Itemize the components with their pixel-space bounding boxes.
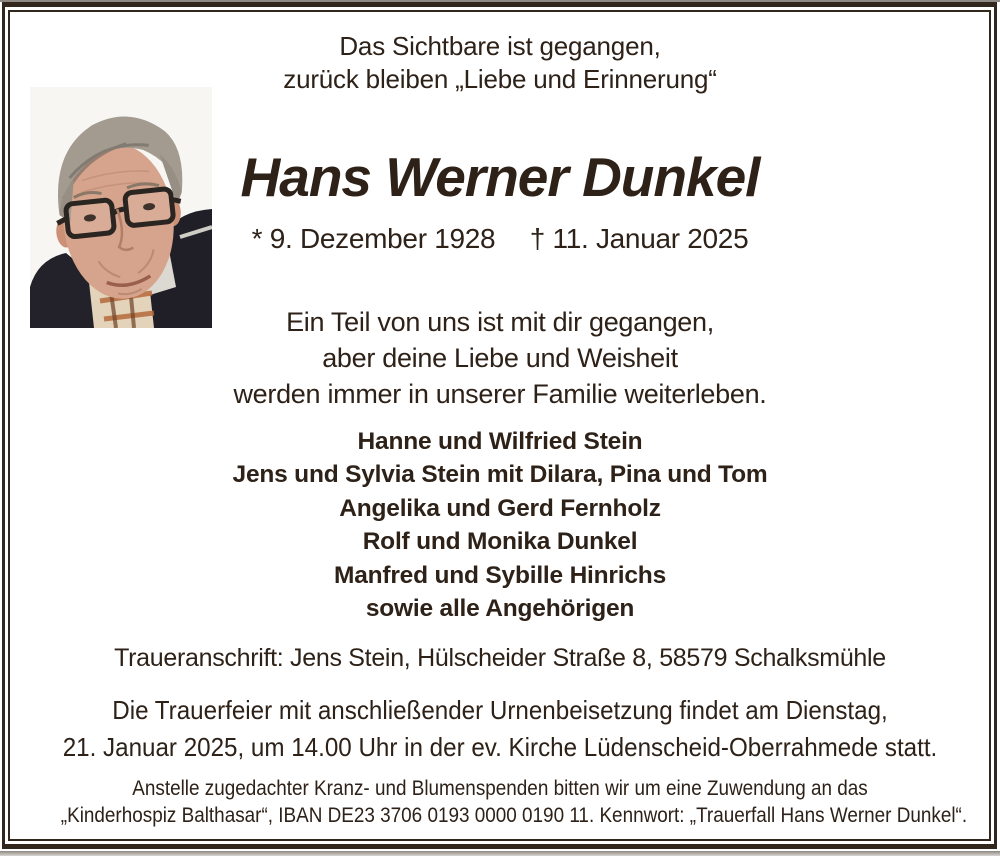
mourner-line-2: Jens und Sylvia Stein mit Dilara, Pina und Tom <box>232 461 768 489</box>
service-info <box>46 692 954 766</box>
verse-line-3: werden immer in unserer Familie weiterleben. <box>233 379 767 409</box>
service-line-2: 21. Januar 2025, um 14.00 Uhr in der ev. Kirche Lüdenscheid-Oberrahmede statt. <box>62 732 938 762</box>
epigraph-line-1: Das Sichtbare ist gegangen, <box>339 31 661 61</box>
donation-line-1: Anstelle zugedachter Kranz- und Blumenspenden bitten wir um eine Zuwendung an das <box>132 777 868 800</box>
mourners-list <box>12 425 988 625</box>
epigraph-line-2: zurück bleiben „Liebe und Erinnerung“ <box>283 64 717 94</box>
service-line-1: Die Trauerfeier mit anschließender Urnenbeisetzung findet am Dienstag, <box>112 695 888 725</box>
verse-line-2: aber deine Liebe und Weisheit <box>322 343 678 373</box>
mourner-line-1: Hanne und Wilfried Stein <box>357 428 643 455</box>
epigraph <box>12 30 988 96</box>
portrait-photo <box>30 87 212 328</box>
scan-edge-bottom <box>0 851 1000 856</box>
mourner-line-6: sowie alle Angehörigen <box>365 595 635 623</box>
death-date: † 11. Januar 2025 <box>529 223 749 254</box>
scan-edge-top <box>0 0 1000 2</box>
donation-info <box>60 775 968 829</box>
life-dates <box>12 224 988 254</box>
verse-line-1: Ein Teil von uns ist mit dir gegangen, <box>286 307 714 337</box>
mourner-line-3: Angelika und Gerd Fernholz <box>339 494 661 522</box>
donation-line-2: „Kinderhospiz Balthasar“, IBAN DE23 3706 0193 0000 0190 11. Kennwort: „Trauerfall Hans Werner Dunkel“. <box>60 804 968 827</box>
mourner-line-5: Manfred und Sybille Hinrichs <box>333 561 666 589</box>
mourning-address: Traueranschrift: Jens Stein, Hülscheider Straße 8, 58579 Schalksmühle <box>114 644 886 672</box>
deceased-name: Hans Werner Dunkel <box>240 146 760 208</box>
mourner-line-4: Rolf und Monika Dunkel <box>362 528 638 556</box>
memorial-verse <box>12 304 988 412</box>
birth-date: * 9. Dezember 1928 <box>251 223 496 254</box>
